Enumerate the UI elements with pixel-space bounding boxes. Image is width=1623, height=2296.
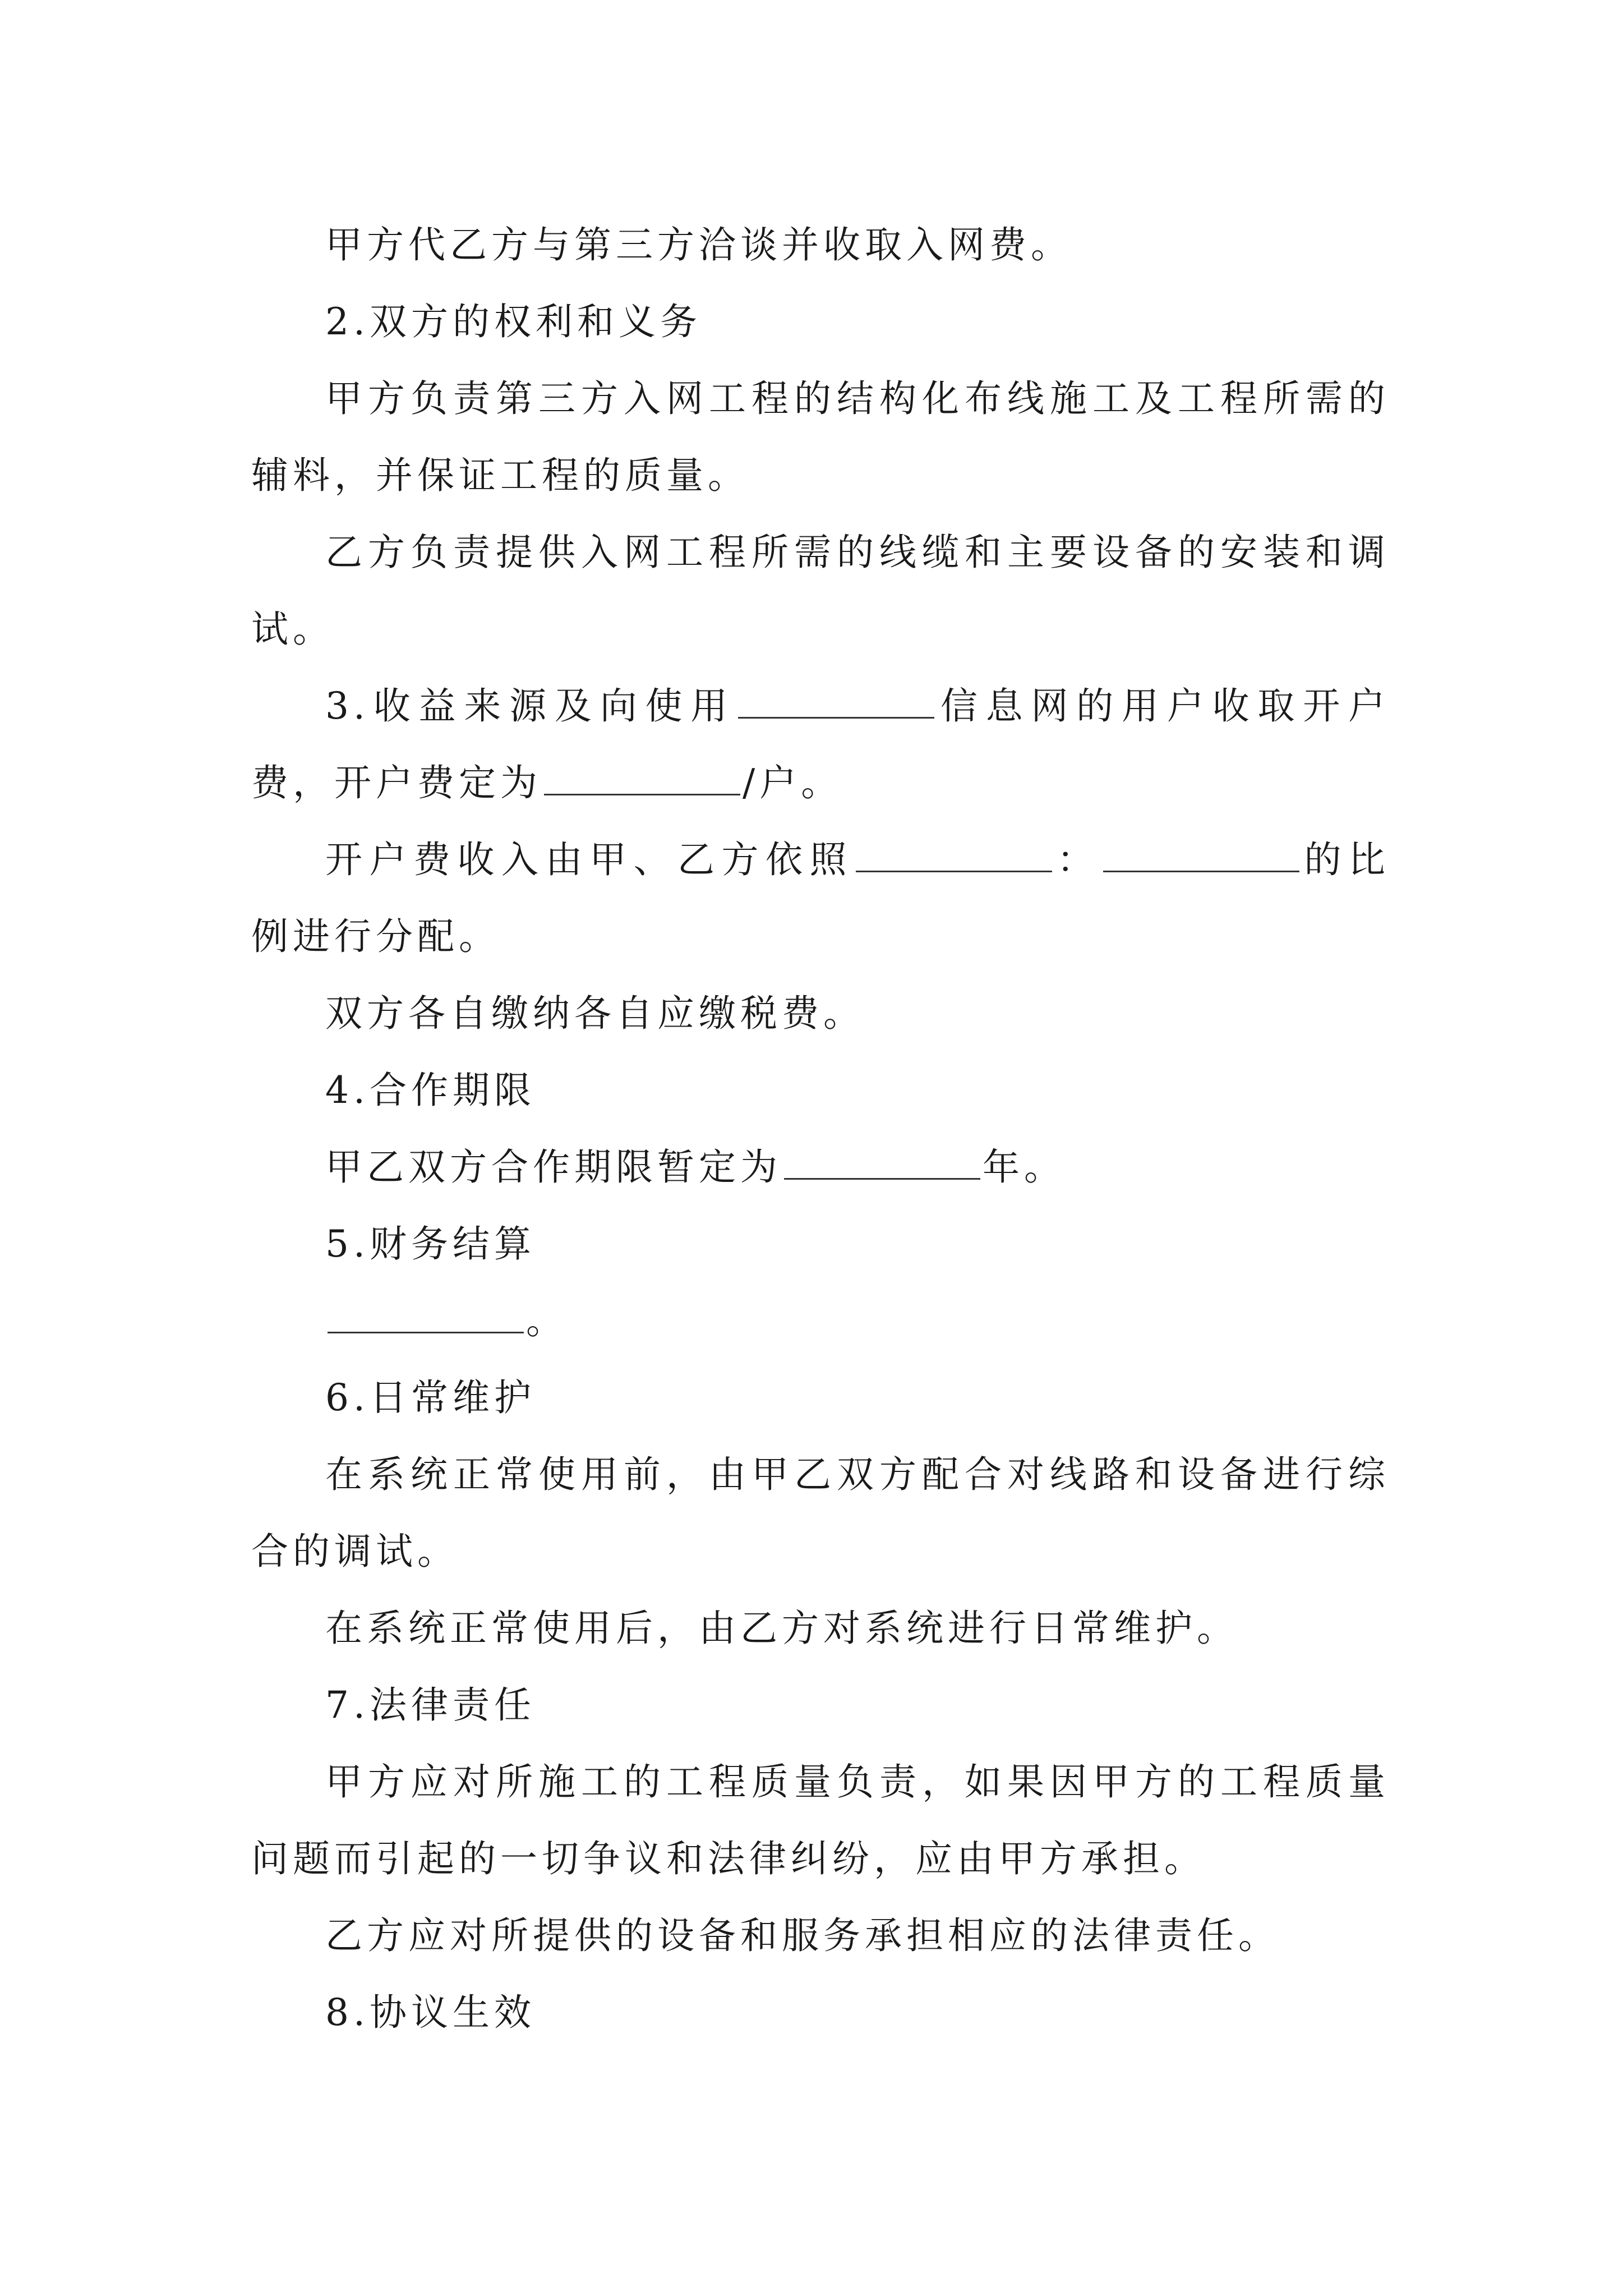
text-segment: ： xyxy=(1054,838,1101,881)
text-segment: 信息网的用户收取开户费，开户费定为 xyxy=(251,684,1390,804)
paragraph-term-length xyxy=(251,1129,1390,1205)
paragraph-party-a-duties: 甲方负责第三方入网工程的结构化布线施工及工程所需的辅料，并保证工程的质量。 xyxy=(251,377,1390,497)
paragraph-party-b-duties: 乙方负责提供入网工程所需的线缆和主要设备的安装和调试。 xyxy=(251,531,1390,651)
paragraph-liability-party-a: 甲方应对所施工的工程质量负责，如果因甲方的工程质量问题而引起的一切争议和法律纠纷，应由甲方承担。 xyxy=(251,1760,1390,1880)
fill-in-blank xyxy=(738,682,934,719)
paragraph-maintenance-before: 在系统正常使用前，由甲乙双方配合对线路和设备进行综合的调试。 xyxy=(251,1453,1390,1573)
section-heading-settlement: 5.财务结算 xyxy=(325,1222,536,1266)
document-body xyxy=(251,206,1390,2051)
paragraph-liability-party-b: 乙方应对所提供的设备和服务承担相应的法律责任。 xyxy=(325,1914,1280,1957)
text-segment: 年。 xyxy=(983,1145,1066,1189)
section-heading-liability: 7.法律责任 xyxy=(325,1683,536,1727)
fill-in-blank xyxy=(856,836,1052,872)
text-segment: 3.收益来源及向使用 xyxy=(325,684,736,728)
paragraph-maintenance-after: 在系统正常使用后，由乙方对系统进行日常维护。 xyxy=(325,1607,1238,1650)
paragraph-revenue-source xyxy=(251,668,1390,821)
fill-in-blank xyxy=(544,759,740,795)
fill-in-blank xyxy=(1103,836,1299,872)
fill-in-blank xyxy=(784,1143,980,1180)
text-segment: 。 xyxy=(526,1299,568,1342)
text-segment: /户。 xyxy=(743,761,843,804)
text-segment: 的比例进行分配。 xyxy=(251,838,1390,958)
paragraph-settlement-blank xyxy=(251,1282,1390,1359)
section-heading-maintenance: 6.日常维护 xyxy=(325,1376,536,1419)
section-heading-term: 4.合作期限 xyxy=(325,1069,536,1112)
section-heading-rights: 2.双方的权利和义务 xyxy=(325,300,702,343)
section-heading-effectiveness: 8.协议生效 xyxy=(325,1991,536,2034)
fill-in-blank xyxy=(328,1297,524,1333)
paragraph-fee-negotiation: 甲方代乙方与第三方洽谈并收取入网费。 xyxy=(325,223,1072,266)
paragraph-taxes: 双方各自缴纳各自应缴税费。 xyxy=(325,992,865,1035)
text-segment: 甲乙双方合作期限暂定为 xyxy=(325,1145,782,1189)
text-segment: 开户费收入由甲、乙方依照 xyxy=(325,838,854,881)
paragraph-revenue-split xyxy=(251,821,1390,975)
